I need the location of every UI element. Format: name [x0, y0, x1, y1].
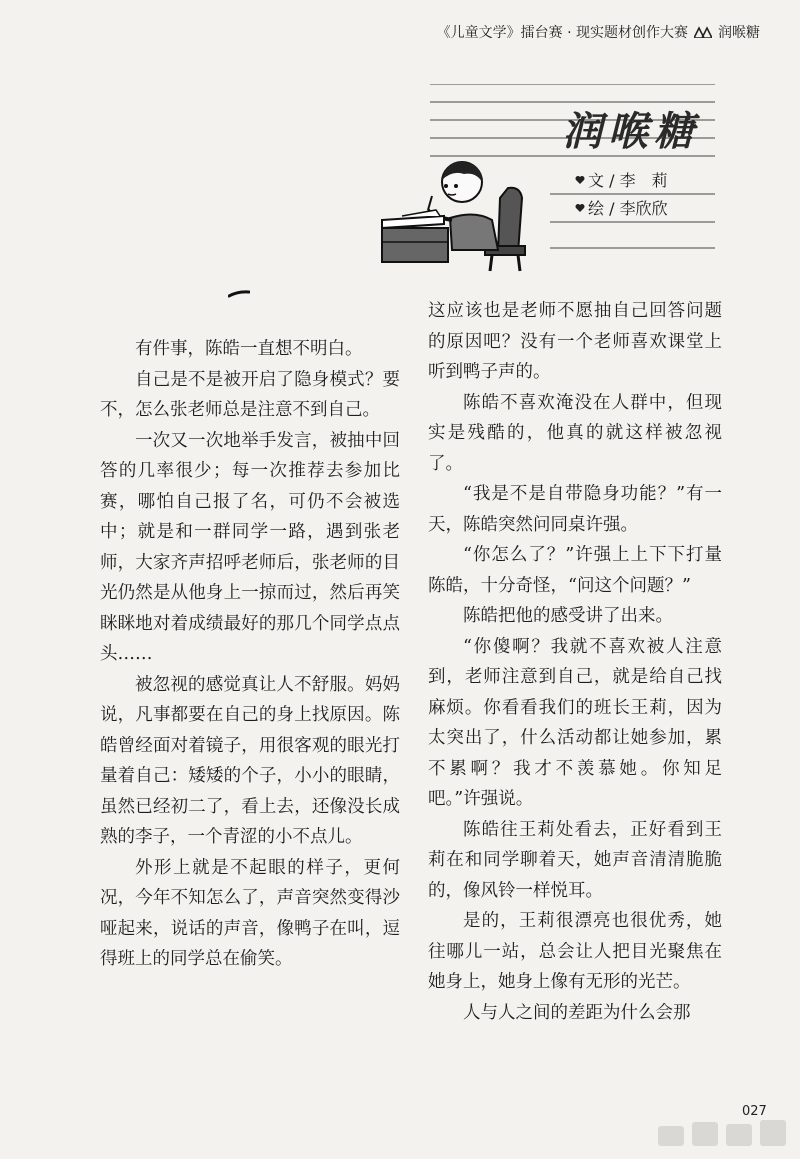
paragraph: 被忽视的感觉真让人不舒服。妈妈说，凡事都要在自己的身上找原因。陈皓曾经面对着镜子，用很客观的眼光打量着自己：矮矮的个子，小小的眼睛，虽然已经初二了，看上去，还像没长成熟的李子，一个青涩的小不点儿。 — [100, 674, 400, 847]
paragraph: 人与人之间的差距为什么会那 — [463, 1002, 691, 1023]
mountain-logo-icon — [694, 26, 712, 38]
paragraph: 陈皓把他的感受讲了出来。 — [463, 606, 673, 626]
paragraph: 一次又一次地举手发言，被抽中回答的几率很少；每一次推荐去参加比赛，哪怕自己报了名，可仍不会被选中；就是和一群同学一路，遇到张老师，大家齐声招呼老师后，张老师的目光仍然是从他身上一掠而过，然后再笑眯眯地对着成绩最好的那几个同学点点头…… — [100, 430, 400, 664]
left-text-column — [100, 334, 400, 975]
paragraph: “我是不是自带隐身功能？”有一天，陈皓突然问同桌许强。 — [428, 484, 722, 535]
paragraph: 有件事，陈皓一直想不明白。 — [135, 339, 363, 359]
illustrator-credit-text: 绘 / 李欣欣 — [588, 199, 668, 218]
paragraph: 外形上就是不起眼的样子，更何况，今年不知怎么了，声音突然变得沙哑起来，说话的声音，像鸭子在叫，逗得班上的同学总在偷笑。 — [100, 857, 400, 969]
paragraph: “你傻啊？我就不喜欢被人注意到，老师注意到自己，就是给自己找麻烦。你看看我们的班长王莉，因为太突出了，什么活动都让她参加，累不累啊？我才不羡慕她。你知足吧。”许强说。 — [428, 636, 722, 809]
right-text-column — [428, 296, 722, 1028]
paragraph-continuation: 这应该也是老师不愿抽自己回答问题的原因吧？没有一个老师喜欢课堂上听到鸭子声的。 — [428, 301, 722, 382]
illustrator-credit — [575, 196, 668, 219]
author-credit — [575, 168, 668, 191]
running-header — [437, 22, 760, 42]
paragraph: 陈皓往王莉处看去，正好看到王莉在和同学聊着天，她声音清清脆脆的，像风铃一样悦耳。 — [428, 819, 722, 901]
heart-bullet-icon — [575, 175, 585, 185]
running-header-section: 润喉糖 — [718, 25, 760, 41]
boy-writing-illustration — [380, 158, 545, 273]
heart-bullet-icon — [575, 203, 585, 213]
ink-stroke-decoration — [228, 290, 250, 298]
story-title: 润喉糖 — [562, 108, 700, 155]
running-header-text: 《儿童文学》擂台赛 · 现实题材创作大赛 — [436, 25, 688, 41]
page-number: 027 — [742, 1104, 767, 1119]
paragraph: 陈皓不喜欢淹没在人群中，但现实是残酷的，他真的就这样被忽视了。 — [428, 392, 722, 474]
paragraph: 是的，王莉很漂亮也很优秀，她往哪儿一站，总会让人把目光聚焦在她身上，她身上像有无形的光芒。 — [428, 911, 722, 992]
title-block — [380, 72, 720, 272]
author-credit-text: 文 / 李 莉 — [588, 171, 668, 190]
paragraph: “你怎么了？”许强上上下下打量陈皓，十分奇怪，“问这个问题？” — [428, 545, 722, 596]
paragraph: 自己是不是被开启了隐身模式？要不，怎么张老师总是注意不到自己。 — [100, 369, 400, 420]
corner-watermark — [648, 1112, 798, 1152]
